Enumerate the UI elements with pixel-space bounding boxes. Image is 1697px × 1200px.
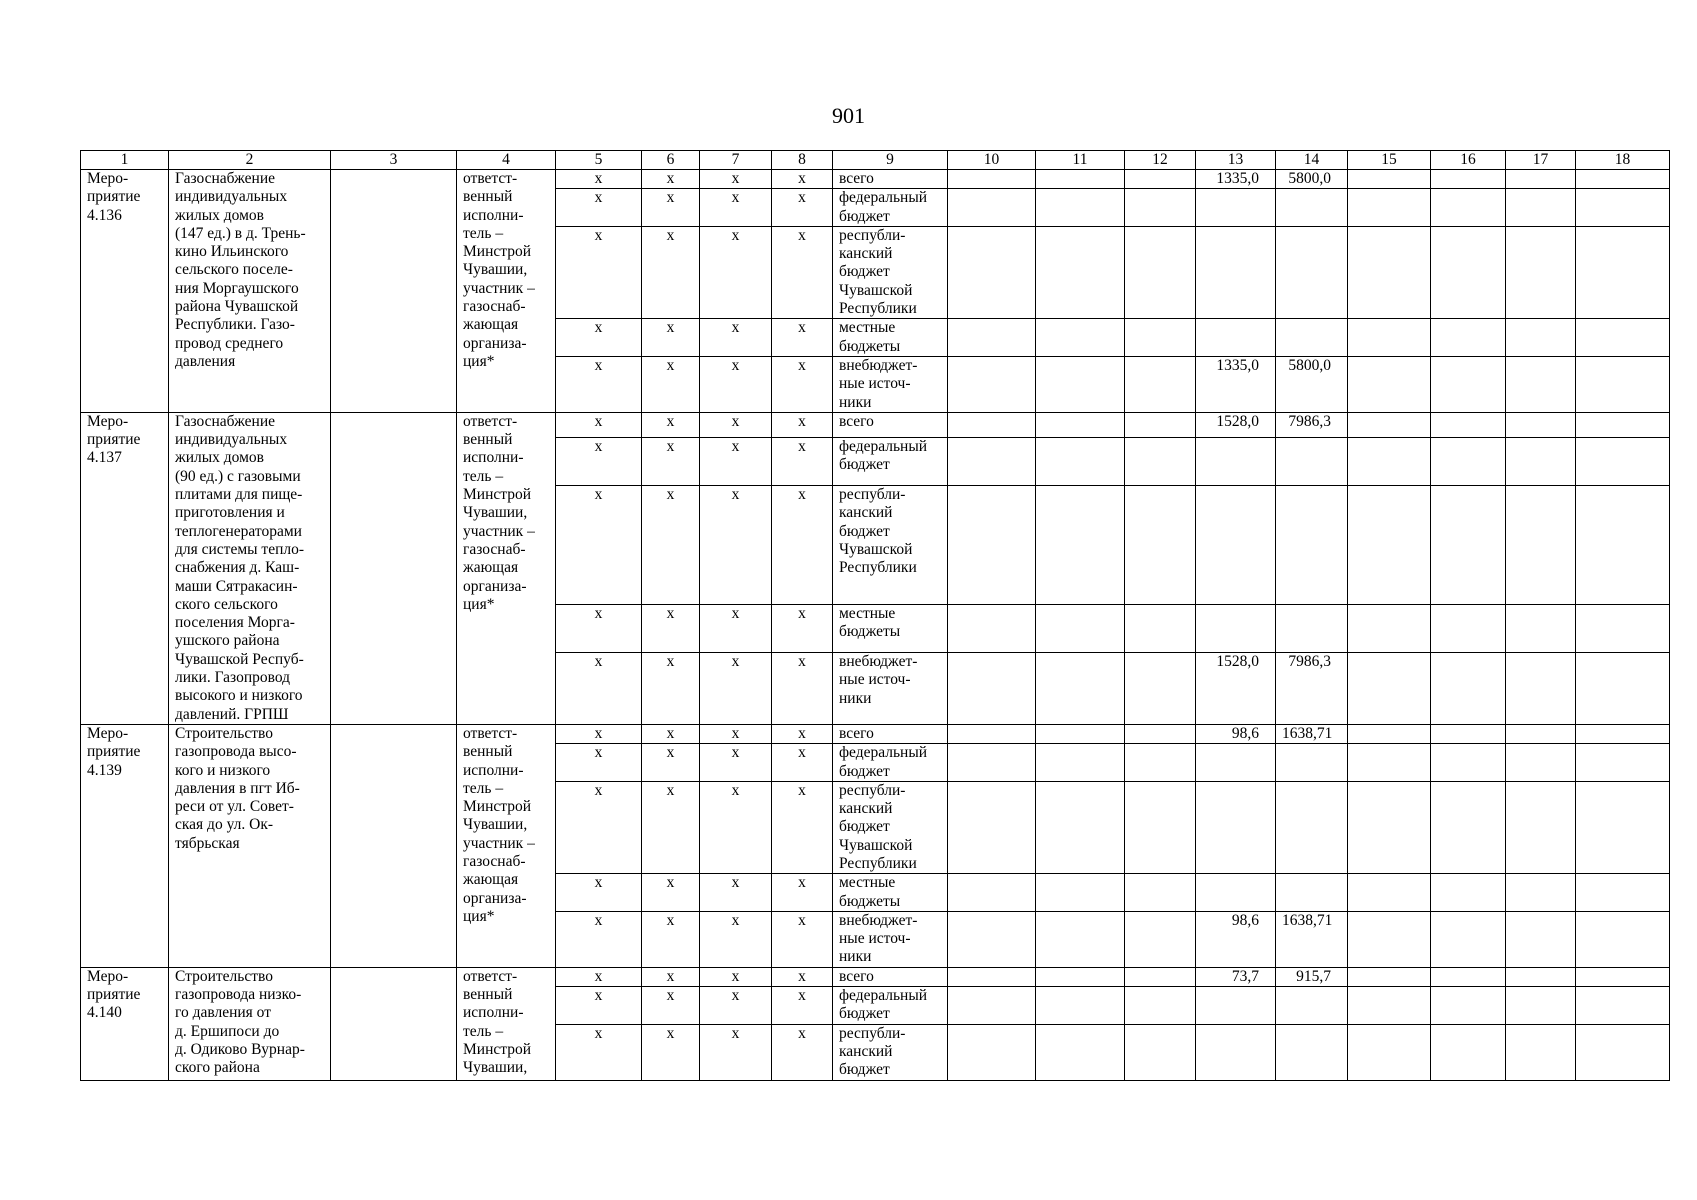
x-mark-cell: х: [700, 911, 772, 967]
x-mark-cell: х: [642, 437, 700, 485]
empty-cell: [1576, 170, 1670, 189]
empty-cell: [948, 356, 1036, 412]
empty-cell: [1576, 724, 1670, 743]
x-mark-cell: х: [556, 653, 642, 725]
x-mark-cell: х: [772, 226, 833, 318]
empty-cell: [948, 724, 1036, 743]
empty-cell: [948, 319, 1036, 357]
value-cell-13: [1196, 987, 1276, 1025]
empty-cell: [1125, 604, 1196, 652]
empty-cell: [1036, 1024, 1125, 1080]
x-mark-cell: х: [556, 226, 642, 318]
empty-cell: [1506, 1024, 1576, 1080]
empty-cell: [1431, 724, 1506, 743]
empty-cell: [948, 604, 1036, 652]
empty-cell: [1506, 653, 1576, 725]
empty-cell: [1036, 319, 1125, 357]
empty-cell: [1576, 967, 1670, 986]
value-cell-13: 1528,0: [1196, 412, 1276, 437]
empty-cell: [1576, 653, 1670, 725]
empty-cell: [1125, 781, 1196, 873]
empty-cell: [1348, 189, 1431, 227]
empty-cell: [1576, 744, 1670, 782]
value-cell-14: [1276, 189, 1348, 227]
empty-cell: [1431, 874, 1506, 912]
empty-cell: [1348, 1024, 1431, 1080]
empty-cell: [1506, 437, 1576, 485]
table-body: [81, 170, 1670, 1081]
empty-cell: [1431, 653, 1506, 725]
col-header: 14: [1276, 151, 1348, 170]
page-number: 901: [832, 103, 865, 128]
x-mark-cell: х: [642, 319, 700, 357]
program-table: [80, 150, 1670, 1081]
x-mark-cell: х: [700, 319, 772, 357]
empty-cell: [1036, 189, 1125, 227]
x-mark-cell: х: [700, 485, 772, 604]
value-cell-13: [1196, 485, 1276, 604]
empty-cell: [1506, 724, 1576, 743]
empty-cell: [1431, 604, 1506, 652]
x-mark-cell: х: [772, 319, 833, 357]
empty-cell: [1576, 911, 1670, 967]
value-cell-14: 5800,0: [1276, 356, 1348, 412]
x-mark-cell: х: [772, 744, 833, 782]
empty-cell: [1348, 911, 1431, 967]
empty-cell: [1431, 356, 1506, 412]
x-mark-cell: х: [772, 356, 833, 412]
funding-source-cell: федеральный бюджет: [833, 189, 948, 227]
empty-cell: [1576, 437, 1670, 485]
empty-cell: [1348, 485, 1431, 604]
empty-cell: [1431, 744, 1506, 782]
empty-cell: [1125, 1024, 1196, 1080]
x-mark-cell: х: [700, 653, 772, 725]
x-mark-cell: х: [700, 189, 772, 227]
value-cell-14: [1276, 604, 1348, 652]
empty-cell: [1506, 485, 1576, 604]
executor-cell: ответст- венный исполни- тель – Минстрой Чувашии,: [457, 967, 556, 1080]
value-cell-13: [1196, 226, 1276, 318]
col-header: 8: [772, 151, 833, 170]
empty-cell: [1036, 781, 1125, 873]
x-mark-cell: х: [642, 653, 700, 725]
empty-cell: [1506, 911, 1576, 967]
value-cell-14: [1276, 781, 1348, 873]
value-cell-13: 73,7: [1196, 967, 1276, 986]
value-cell-14: [1276, 485, 1348, 604]
empty-cell: [1125, 412, 1196, 437]
col-header: 12: [1125, 151, 1196, 170]
measure-id-cell: Меро- приятие 4.137: [81, 412, 169, 724]
funding-source-cell: всего: [833, 412, 948, 437]
x-mark-cell: х: [556, 189, 642, 227]
empty-cell: [1036, 170, 1125, 189]
empty-cell: [1348, 724, 1431, 743]
empty-cell: [948, 170, 1036, 189]
x-mark-cell: х: [700, 412, 772, 437]
value-cell-14: 915,7: [1276, 967, 1348, 986]
funding-source-cell: внебюджет- ные источ- ники: [833, 653, 948, 725]
empty-cell: [1348, 604, 1431, 652]
col-header: 5: [556, 151, 642, 170]
empty-cell: [1431, 485, 1506, 604]
empty-cell: [1431, 967, 1506, 986]
x-mark-cell: х: [700, 874, 772, 912]
measure-name-cell: Газоснабжение индивидуальных жилых домов (90 ед.) с газовыми плитами для пище- приготовления и теплогенераторами для системы тепло- снабжения д. Каш- маши Сятракасин- ского сельского поселения Морга- ушского района Чувашской Респуб- лики. Газопровод высокого и низкого давлений. ГРПШ: [169, 412, 331, 724]
x-mark-cell: х: [556, 781, 642, 873]
measure-name-cell: Строительство газопровода низко- го давления от д. Ершипоси до д. Одиково Вурнар- ского района: [169, 967, 331, 1080]
empty-cell: [1036, 744, 1125, 782]
value-cell-14: [1276, 226, 1348, 318]
x-mark-cell: х: [772, 189, 833, 227]
executor-cell: ответст- венный исполни- тель – Минстрой Чувашии, участник – газоснаб- жающая организа- ция*: [457, 724, 556, 967]
funding-source-cell: республи- канский бюджет: [833, 1024, 948, 1080]
value-cell-13: [1196, 744, 1276, 782]
x-mark-cell: х: [556, 724, 642, 743]
empty-cell: [1125, 226, 1196, 318]
x-mark-cell: х: [772, 604, 833, 652]
x-mark-cell: х: [700, 356, 772, 412]
empty-cell: [1576, 189, 1670, 227]
x-mark-cell: х: [772, 781, 833, 873]
empty-cell: [1036, 987, 1125, 1025]
x-mark-cell: х: [772, 911, 833, 967]
x-mark-cell: х: [642, 987, 700, 1025]
col-header: 11: [1036, 151, 1125, 170]
funding-source-cell: внебюджет- ные источ- ники: [833, 911, 948, 967]
empty-cell: [1576, 485, 1670, 604]
empty-cell: [1036, 226, 1125, 318]
empty-cell: [1125, 319, 1196, 357]
value-cell-14: [1276, 1024, 1348, 1080]
x-mark-cell: х: [700, 1024, 772, 1080]
empty-cell: [1125, 744, 1196, 782]
executor-cell: ответст- венный исполни- тель – Минстрой Чувашии, участник – газоснаб- жающая организа- ция*: [457, 170, 556, 413]
col-header: 17: [1506, 151, 1576, 170]
x-mark-cell: х: [556, 485, 642, 604]
x-mark-cell: х: [700, 724, 772, 743]
empty-cell: [948, 412, 1036, 437]
x-mark-cell: х: [642, 412, 700, 437]
empty-cell: [1576, 781, 1670, 873]
empty-cell: [1348, 226, 1431, 318]
x-mark-cell: х: [642, 189, 700, 227]
empty-cell: [331, 170, 457, 413]
empty-cell: [1506, 412, 1576, 437]
empty-cell: [1348, 319, 1431, 357]
empty-cell: [1576, 604, 1670, 652]
value-cell-13: [1196, 604, 1276, 652]
value-cell-14: [1276, 874, 1348, 912]
empty-cell: [1576, 356, 1670, 412]
funding-source-cell: республи- канский бюджет Чувашской Республики: [833, 485, 948, 604]
value-cell-14: [1276, 987, 1348, 1025]
x-mark-cell: х: [556, 1024, 642, 1080]
measure-name-cell: Газоснабжение индивидуальных жилых домов (147 ед.) в д. Трень- кино Ильинского сельского поселе- ния Моргаушского района Чувашской Республики. Газо- провод среднего давления: [169, 170, 331, 413]
empty-cell: [1348, 170, 1431, 189]
table-row: [81, 967, 1670, 986]
empty-cell: [1125, 987, 1196, 1025]
empty-cell: [331, 412, 457, 724]
x-mark-cell: х: [556, 412, 642, 437]
empty-cell: [1125, 724, 1196, 743]
empty-cell: [1125, 170, 1196, 189]
header-row: [81, 151, 1670, 170]
value-cell-14: 5800,0: [1276, 170, 1348, 189]
empty-cell: [948, 744, 1036, 782]
x-mark-cell: х: [642, 781, 700, 873]
x-mark-cell: х: [642, 356, 700, 412]
measure-name-cell: Строительство газопровода высо- кого и низкого давления в пгт Иб- реси от ул. Совет- ская до ул. Ок- тябрьская: [169, 724, 331, 967]
col-header: 15: [1348, 151, 1431, 170]
empty-cell: [1431, 911, 1506, 967]
x-mark-cell: х: [772, 874, 833, 912]
measure-id-cell: Меро- приятие 4.136: [81, 170, 169, 413]
empty-cell: [1036, 604, 1125, 652]
empty-cell: [1431, 319, 1506, 357]
value-cell-13: [1196, 437, 1276, 485]
empty-cell: [1506, 356, 1576, 412]
value-cell-13: [1196, 319, 1276, 357]
table-row: [81, 724, 1670, 743]
empty-cell: [1125, 653, 1196, 725]
x-mark-cell: х: [642, 874, 700, 912]
empty-cell: [1125, 437, 1196, 485]
x-mark-cell: х: [556, 911, 642, 967]
x-mark-cell: х: [556, 967, 642, 986]
empty-cell: [1506, 604, 1576, 652]
empty-cell: [1348, 412, 1431, 437]
funding-source-cell: местные бюджеты: [833, 319, 948, 357]
x-mark-cell: х: [556, 170, 642, 189]
value-cell-14: [1276, 437, 1348, 485]
col-header: 4: [457, 151, 556, 170]
value-cell-14: 1638,71: [1276, 724, 1348, 743]
empty-cell: [1506, 189, 1576, 227]
value-cell-13: 1528,0: [1196, 653, 1276, 725]
empty-cell: [948, 226, 1036, 318]
x-mark-cell: х: [642, 744, 700, 782]
empty-cell: [331, 967, 457, 1080]
x-mark-cell: х: [700, 437, 772, 485]
empty-cell: [1506, 744, 1576, 782]
x-mark-cell: х: [556, 319, 642, 357]
value-cell-13: [1196, 1024, 1276, 1080]
empty-cell: [1036, 412, 1125, 437]
measure-id-cell: Меро- приятие 4.139: [81, 724, 169, 967]
empty-cell: [1348, 874, 1431, 912]
x-mark-cell: х: [556, 604, 642, 652]
x-mark-cell: х: [772, 987, 833, 1025]
x-mark-cell: х: [642, 604, 700, 652]
x-mark-cell: х: [642, 485, 700, 604]
empty-cell: [948, 911, 1036, 967]
empty-cell: [1431, 987, 1506, 1025]
measure-id-cell: Меро- приятие 4.140: [81, 967, 169, 1080]
value-cell-13: 98,6: [1196, 724, 1276, 743]
empty-cell: [1576, 1024, 1670, 1080]
empty-cell: [1431, 170, 1506, 189]
empty-cell: [1506, 987, 1576, 1025]
empty-cell: [948, 653, 1036, 725]
col-header: 1: [81, 151, 169, 170]
value-cell-13: [1196, 874, 1276, 912]
funding-source-cell: республи- канский бюджет Чувашской Республики: [833, 226, 948, 318]
col-header: 7: [700, 151, 772, 170]
empty-cell: [1348, 987, 1431, 1025]
col-header: 10: [948, 151, 1036, 170]
empty-cell: [1348, 967, 1431, 986]
value-cell-14: 1638,71: [1276, 911, 1348, 967]
empty-cell: [1036, 911, 1125, 967]
funding-source-cell: внебюджет- ные источ- ники: [833, 356, 948, 412]
x-mark-cell: х: [642, 1024, 700, 1080]
empty-cell: [948, 485, 1036, 604]
empty-cell: [1576, 319, 1670, 357]
x-mark-cell: х: [772, 412, 833, 437]
x-mark-cell: х: [700, 170, 772, 189]
value-cell-14: 7986,3: [1276, 653, 1348, 725]
table-row: [81, 412, 1670, 437]
x-mark-cell: х: [772, 967, 833, 986]
executor-cell: ответст- венный исполни- тель – Минстрой Чувашии, участник – газоснаб- жающая организа- ция*: [457, 412, 556, 724]
empty-cell: [1125, 485, 1196, 604]
x-mark-cell: х: [700, 744, 772, 782]
empty-cell: [948, 1024, 1036, 1080]
x-mark-cell: х: [700, 781, 772, 873]
x-mark-cell: х: [556, 874, 642, 912]
col-header: 6: [642, 151, 700, 170]
col-header: 2: [169, 151, 331, 170]
x-mark-cell: х: [642, 967, 700, 986]
value-cell-14: 7986,3: [1276, 412, 1348, 437]
empty-cell: [1431, 412, 1506, 437]
value-cell-13: 98,6: [1196, 911, 1276, 967]
value-cell-13: 1335,0: [1196, 170, 1276, 189]
empty-cell: [1506, 170, 1576, 189]
empty-cell: [1431, 1024, 1506, 1080]
empty-cell: [1506, 226, 1576, 318]
empty-cell: [1431, 189, 1506, 227]
col-header: 13: [1196, 151, 1276, 170]
x-mark-cell: х: [556, 356, 642, 412]
col-header: 16: [1431, 151, 1506, 170]
empty-cell: [1348, 744, 1431, 782]
empty-cell: [948, 781, 1036, 873]
funding-source-cell: республи- канский бюджет Чувашской Республики: [833, 781, 948, 873]
empty-cell: [1125, 356, 1196, 412]
empty-cell: [1431, 226, 1506, 318]
empty-cell: [948, 967, 1036, 986]
value-cell-13: [1196, 781, 1276, 873]
empty-cell: [1576, 412, 1670, 437]
x-mark-cell: х: [772, 724, 833, 743]
empty-cell: [1036, 967, 1125, 986]
col-header: 9: [833, 151, 948, 170]
value-cell-14: [1276, 319, 1348, 357]
x-mark-cell: х: [556, 987, 642, 1025]
empty-cell: [1348, 653, 1431, 725]
x-mark-cell: х: [700, 987, 772, 1025]
funding-source-cell: всего: [833, 170, 948, 189]
col-header: 18: [1576, 151, 1670, 170]
x-mark-cell: х: [772, 170, 833, 189]
empty-cell: [1348, 437, 1431, 485]
x-mark-cell: х: [700, 604, 772, 652]
empty-cell: [1125, 874, 1196, 912]
funding-source-cell: федеральный бюджет: [833, 744, 948, 782]
x-mark-cell: х: [700, 967, 772, 986]
empty-cell: [1036, 437, 1125, 485]
x-mark-cell: х: [772, 653, 833, 725]
empty-cell: [1506, 874, 1576, 912]
empty-cell: [1036, 485, 1125, 604]
empty-cell: [1506, 781, 1576, 873]
empty-cell: [1576, 226, 1670, 318]
empty-cell: [1348, 356, 1431, 412]
funding-source-cell: местные бюджеты: [833, 604, 948, 652]
x-mark-cell: х: [772, 437, 833, 485]
x-mark-cell: х: [642, 724, 700, 743]
col-header: 3: [331, 151, 457, 170]
value-cell-13: 1335,0: [1196, 356, 1276, 412]
funding-source-cell: всего: [833, 967, 948, 986]
empty-cell: [1036, 356, 1125, 412]
empty-cell: [1036, 653, 1125, 725]
empty-cell: [1576, 874, 1670, 912]
funding-source-cell: местные бюджеты: [833, 874, 948, 912]
empty-cell: [1036, 874, 1125, 912]
empty-cell: [948, 437, 1036, 485]
x-mark-cell: х: [642, 911, 700, 967]
funding-source-cell: федеральный бюджет: [833, 437, 948, 485]
empty-cell: [1431, 437, 1506, 485]
table-row: [81, 170, 1670, 189]
x-mark-cell: х: [772, 485, 833, 604]
funding-source-cell: всего: [833, 724, 948, 743]
empty-cell: [1125, 189, 1196, 227]
x-mark-cell: х: [556, 744, 642, 782]
empty-cell: [948, 874, 1036, 912]
empty-cell: [1506, 967, 1576, 986]
x-mark-cell: х: [642, 170, 700, 189]
x-mark-cell: х: [772, 1024, 833, 1080]
value-cell-14: [1276, 744, 1348, 782]
empty-cell: [1125, 967, 1196, 986]
empty-cell: [1036, 724, 1125, 743]
empty-cell: [1125, 911, 1196, 967]
value-cell-13: [1196, 189, 1276, 227]
empty-cell: [1576, 987, 1670, 1025]
funding-source-cell: федеральный бюджет: [833, 987, 948, 1025]
empty-cell: [1348, 781, 1431, 873]
empty-cell: [331, 724, 457, 967]
x-mark-cell: х: [556, 437, 642, 485]
x-mark-cell: х: [700, 226, 772, 318]
empty-cell: [948, 987, 1036, 1025]
empty-cell: [1431, 781, 1506, 873]
x-mark-cell: х: [642, 226, 700, 318]
empty-cell: [1506, 319, 1576, 357]
empty-cell: [948, 189, 1036, 227]
